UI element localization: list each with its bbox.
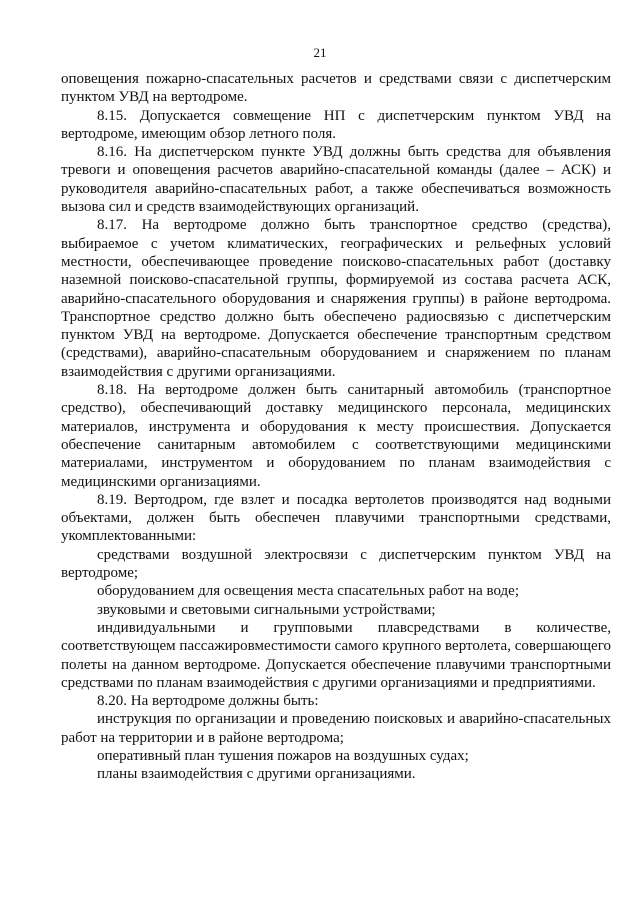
list-item-lighting: оборудованием для освещения места спасательных работ на воде; <box>97 583 519 600</box>
document-body <box>61 70 611 784</box>
list-item-interaction-plans: планы взаимодействия с другими организациями. <box>97 766 416 783</box>
list-item-flotation: индивидуальными и групповыми плавсредствами в количестве, соответствующем пассажировместимости самого крупного вертолета, совершающего полеты на данном вертодроме. Допускается обеспечение плавучими транспортными средствами по планам взаимодействия с другими организациями и предприятиями. <box>61 619 611 691</box>
list-item-instruction: инструкция по организации и проведению поисковых и аварийно-спасательных работ на территории и в районе вертодрома; <box>61 711 611 746</box>
list-item-fire-plan: оперативный план тушения пожаров на воздушных судах; <box>97 747 469 764</box>
paragraph-continuation: оповещения пожарно-спасательных расчетов и средствами связи с диспетчерским пунктом УВД на вертодроме. <box>61 71 611 106</box>
paragraph-8-19: 8.19. Вертодром, где взлет и посадка вертолетов производятся над водными объектами, должен быть обеспечен плавучими транспортными средствами, укомплектованными: <box>61 491 611 545</box>
paragraph-8-18: 8.18. На вертодроме должен быть санитарный автомобиль (транспортное средство), обеспечивающий доставку медицинского персонала, медицинских материалов, инструмента и оборудования к месту происшествия. Допускается обеспечение санитарным автомобилем с соответствующими медицинскими материалами, инструментом и оборудованием по планам взаимодействия с медицинскими организациями. <box>61 382 611 490</box>
list-item-signals: звуковыми и световыми сигнальными устройствами; <box>97 601 436 618</box>
paragraph-8-20: 8.20. На вертодроме должны быть: <box>97 693 319 710</box>
paragraph-8-17: 8.17. На вертодроме должно быть транспортное средство (средства), выбираемое с учетом климатических, географических и рельефных условий местности, обеспечивающее проведение поисково-спасательных работ (доставку наземной поисково-спасательной группы, формируемой из состава расчета АСК, аварийно-спасательного оборудования и снаряжения группы) в районе вертодрома. Транспортное средство должно быть обеспечено радиосвязью с диспетчерским пунктом УВД на вертодроме. Допускается обеспечение транспортным средством (средствами), аварийно-спасательным оборудованием и снаряжением по планам взаимодействия с другими организациями. <box>61 217 611 380</box>
list-item-radio-comms: средствами воздушной электросвязи с диспетчерским пунктом УВД на вертодроме; <box>61 546 611 582</box>
paragraph-8-16: 8.16. На диспетчерском пункте УВД должны быть средства для объявления тревоги и оповещения расчетов аварийно-спасательной команды (далее – АСК) и руководителя аварийно-спасательных работ, а также обеспечиваться возможность вызова сил и средств взаимодействующих организаций. <box>61 144 611 216</box>
paragraph-8-15: 8.15. Допускается совмещение НП с диспетчерским пунктом УВД на вертодроме, имеющим обзор летного поля. <box>61 107 611 142</box>
page-number: 21 <box>313 45 327 60</box>
